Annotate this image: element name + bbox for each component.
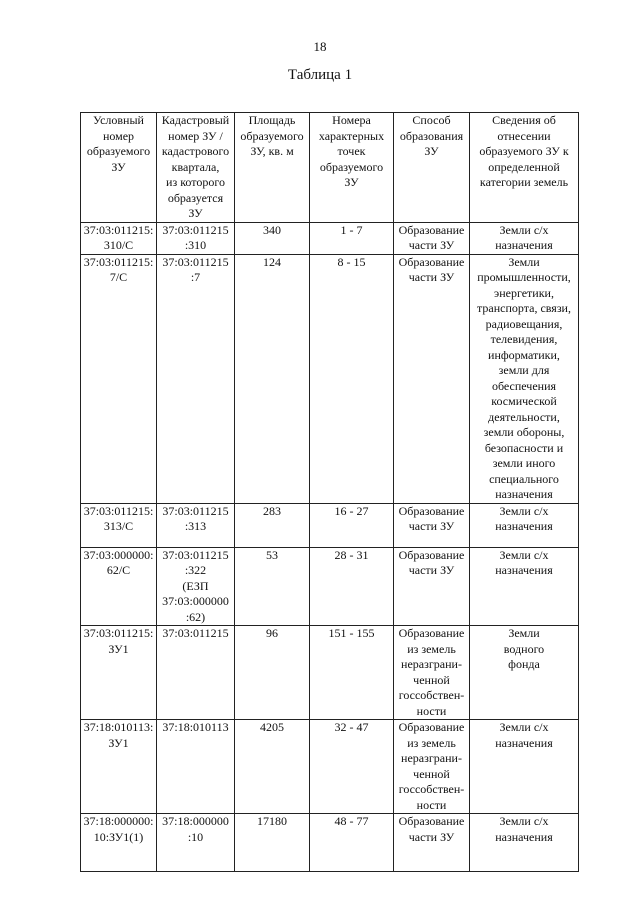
- cell-plot-number: 37:03:011215: 313/С: [81, 503, 157, 547]
- cell-cadastral-number: 37:03:011215 :313: [157, 503, 235, 547]
- cell-land-category: Земли с/х назначения: [470, 503, 579, 547]
- table-title: Таблица 1: [287, 67, 353, 83]
- cell-area: 124: [235, 254, 310, 503]
- cell-land-category: Земли с/х назначения: [470, 814, 579, 872]
- cell-formation-method: Образование части ЗУ: [394, 254, 470, 503]
- header-cadastral-number: Кадастровый номер ЗУ / кадастрового квартала, из которого образуется ЗУ: [157, 113, 235, 223]
- cell-cadastral-number: 37:03:011215 :322 (ЕЗП 37:03:000000 :62): [157, 547, 235, 626]
- cell-area: 340: [235, 222, 310, 254]
- cell-formation-method: Образование из земель неразграни- ченной госсобствен- ности: [394, 720, 470, 814]
- cell-formation-method: Образование части ЗУ: [394, 814, 470, 872]
- cell-points: 151 - 155: [310, 626, 394, 720]
- cell-formation-method: Образование части ЗУ: [394, 547, 470, 626]
- cell-cadastral-number: 37:03:011215 :310: [157, 222, 235, 254]
- cell-land-category: Земли водного фонда: [470, 626, 579, 720]
- cell-land-category: Земли промышленности, энергетики, транспорта, связи, радиовещания, телевидения, информатики, земли для обеспечения космической деятельности, земли обороны, безопасности и земли иного специального назначения: [470, 254, 579, 503]
- cell-area: 53: [235, 547, 310, 626]
- cell-area: 4205: [235, 720, 310, 814]
- table-row: [81, 503, 579, 547]
- cell-points: 1 - 7: [310, 222, 394, 254]
- table-header-row: [81, 113, 579, 223]
- land-plots-table: [80, 112, 579, 872]
- cell-formation-method: Образование части ЗУ: [394, 222, 470, 254]
- cell-cadastral-number: 37:18:000000 :10: [157, 814, 235, 872]
- cell-plot-number: 37:18:010113: ЗУ1: [81, 720, 157, 814]
- cell-land-category: Земли с/х назначения: [470, 222, 579, 254]
- cell-cadastral-number: 37:03:011215: [157, 626, 235, 720]
- cell-points: 16 - 27: [310, 503, 394, 547]
- header-formation-method: Способ образования ЗУ: [394, 113, 470, 223]
- header-area: Площадь образуемого ЗУ, кв. м: [235, 113, 310, 223]
- table-row: [81, 626, 579, 720]
- table-row: [81, 547, 579, 626]
- cell-plot-number: 37:18:000000: 10:ЗУ1(1): [81, 814, 157, 872]
- cell-points: 48 - 77: [310, 814, 394, 872]
- cell-area: 283: [235, 503, 310, 547]
- cell-cadastral-number: 37:03:011215 :7: [157, 254, 235, 503]
- cell-land-category: Земли с/х назначения: [470, 547, 579, 626]
- table-row: [81, 254, 579, 503]
- cell-formation-method: Образование из земель неразграни- ченной госсобствен- ности: [394, 626, 470, 720]
- cell-area: 17180: [235, 814, 310, 872]
- cell-plot-number: 37:03:011215: ЗУ1: [81, 626, 157, 720]
- cell-area: 96: [235, 626, 310, 720]
- cell-points: 32 - 47: [310, 720, 394, 814]
- cell-plot-number: 37:03:011215: 7/С: [81, 254, 157, 503]
- header-points: Номера характерных точек образуемого ЗУ: [310, 113, 394, 223]
- cell-land-category: Земли с/х назначения: [470, 720, 579, 814]
- table-row: [81, 720, 579, 814]
- cell-plot-number: 37:03:011215: 310/С: [81, 222, 157, 254]
- page-number: 18: [313, 39, 327, 54]
- table-row: [81, 222, 579, 254]
- cell-points: 8 - 15: [310, 254, 394, 503]
- cell-cadastral-number: 37:18:010113: [157, 720, 235, 814]
- cell-formation-method: Образование части ЗУ: [394, 503, 470, 547]
- header-land-category: Сведения об отнесении образуемого ЗУ к определенной категории земель: [470, 113, 579, 223]
- cell-plot-number: 37:03:000000: 62/С: [81, 547, 157, 626]
- table-row: [81, 814, 579, 872]
- header-plot-number: Условный номер образуемого ЗУ: [81, 113, 157, 223]
- cell-points: 28 - 31: [310, 547, 394, 626]
